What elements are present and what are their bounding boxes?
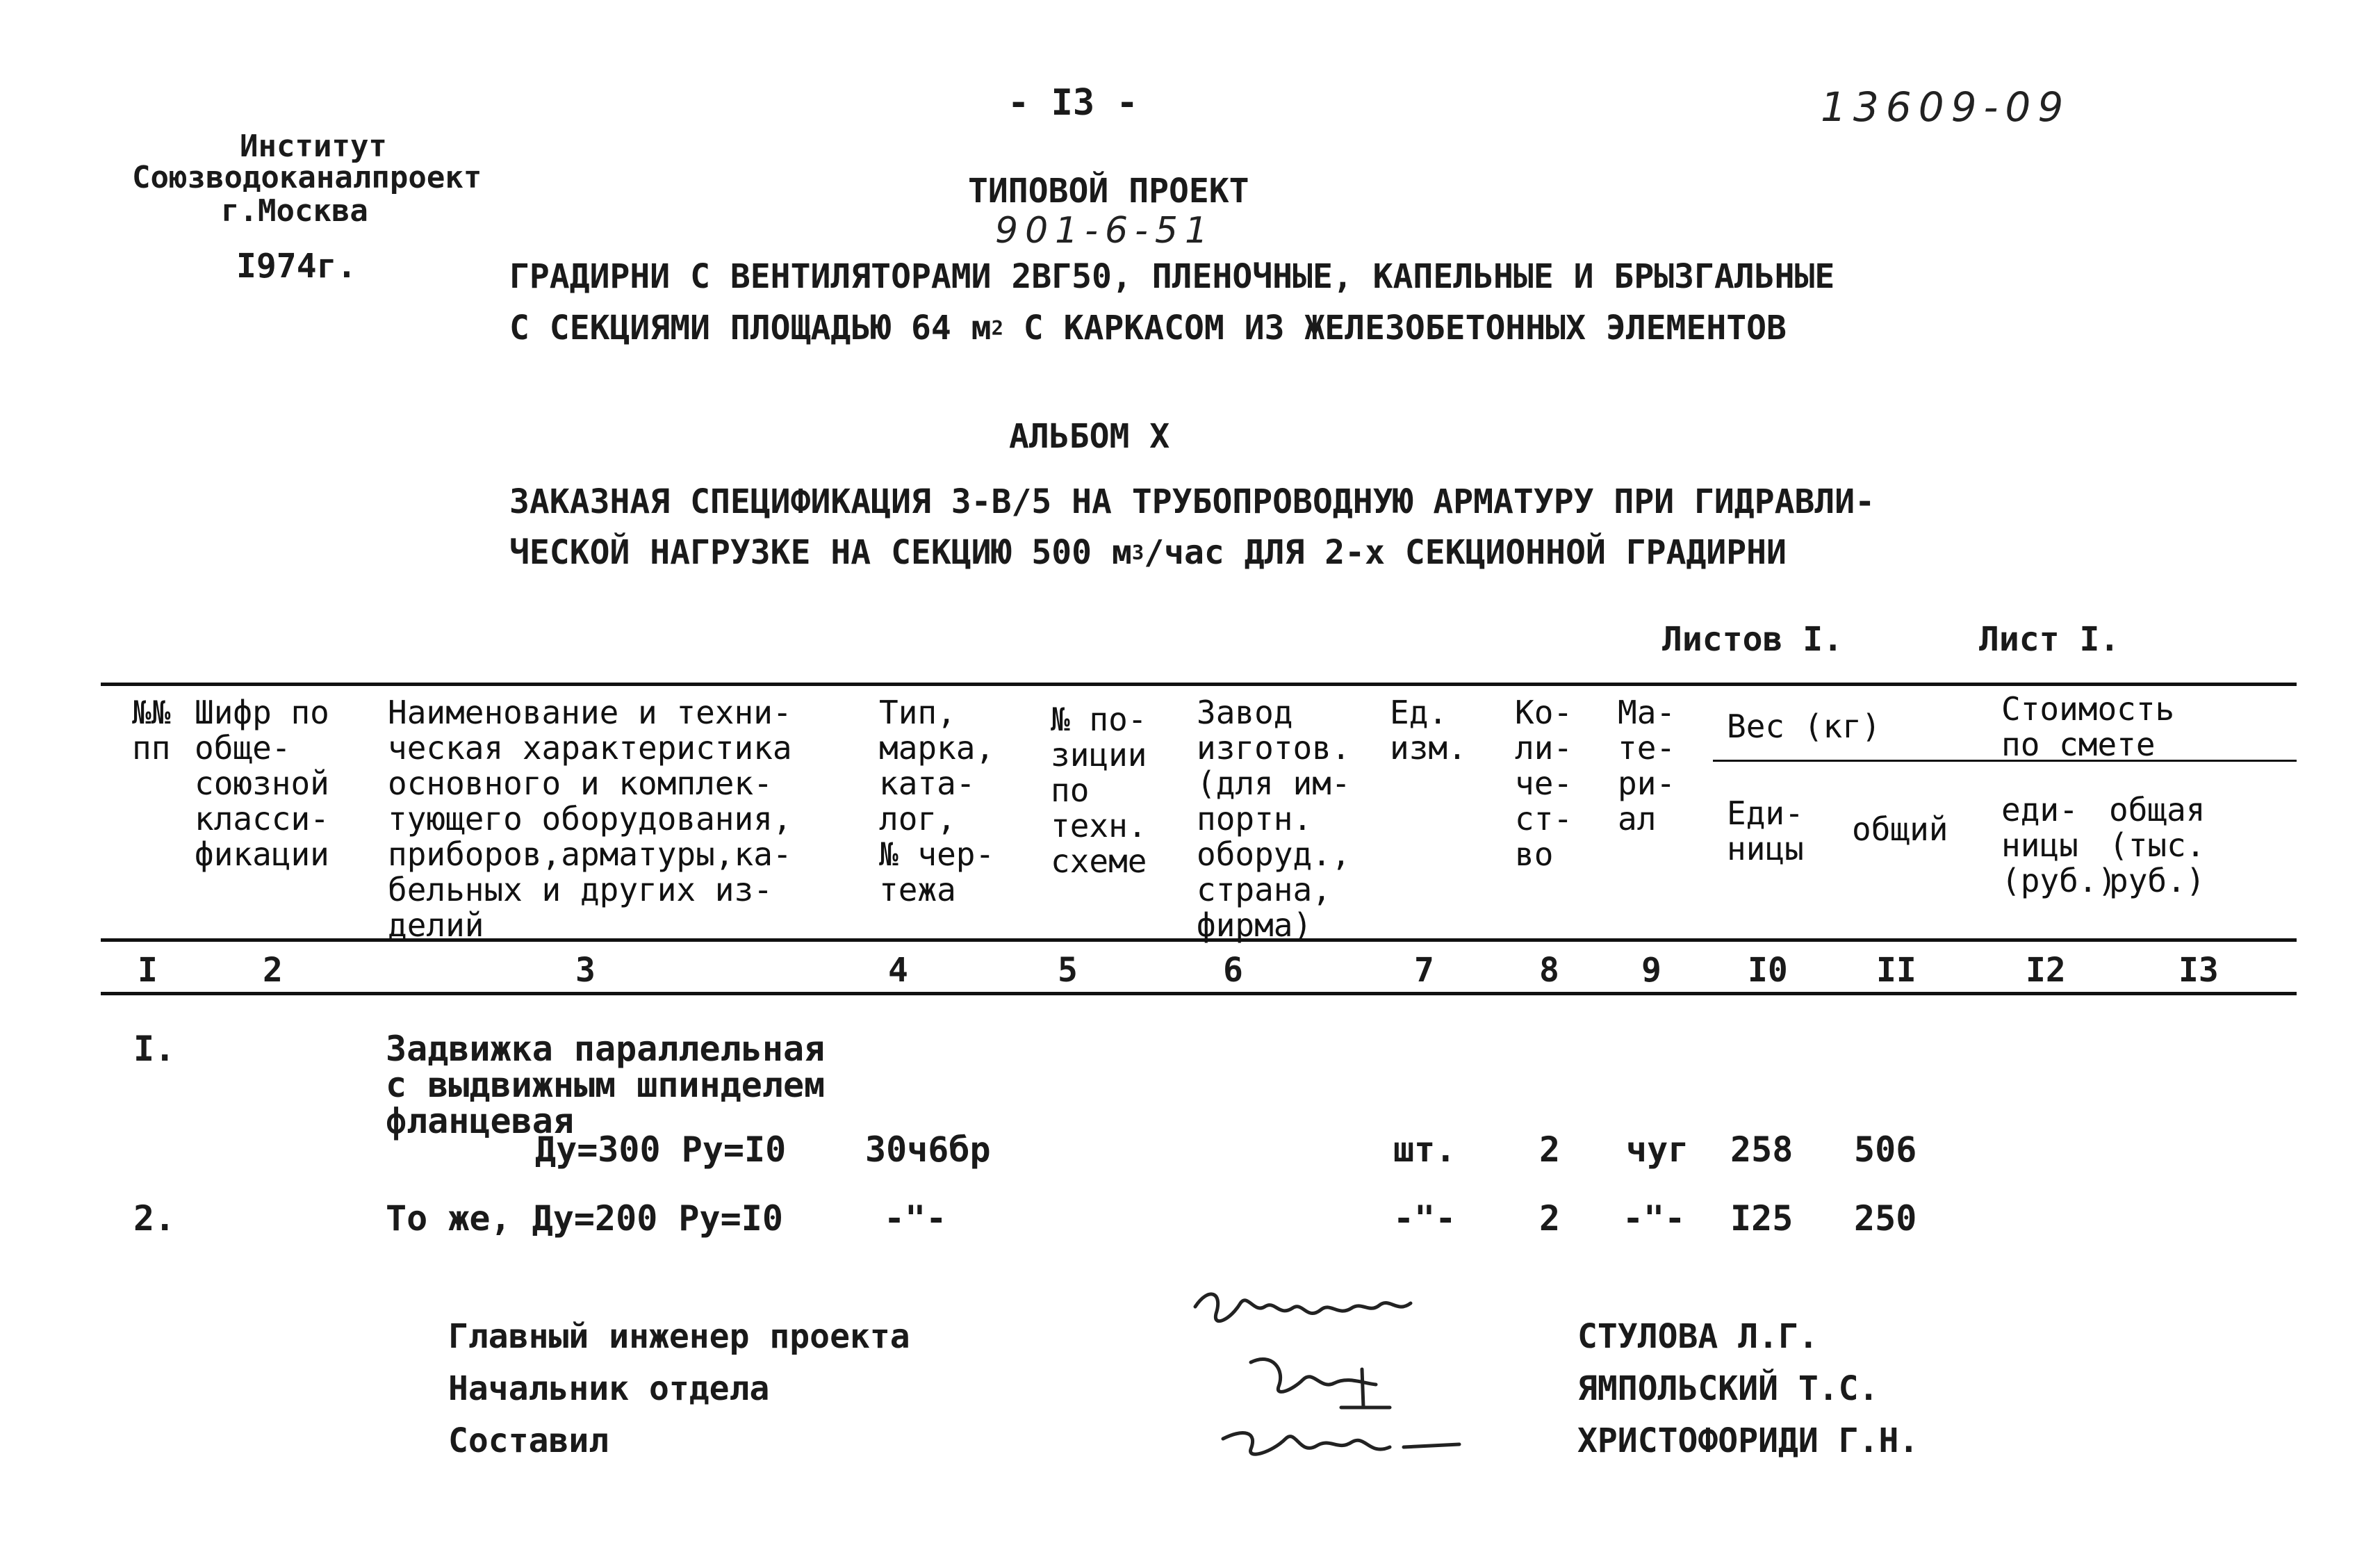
col-number: I0 [1748, 951, 1788, 990]
col-number: 4 [888, 951, 908, 990]
col-number: 7 [1414, 951, 1434, 990]
row-number: 2. [133, 1198, 176, 1239]
col-header-weight: Вес (кг) [1727, 708, 1881, 745]
institute-city: г.Москва [221, 193, 368, 229]
role-compiler: Составил [448, 1421, 609, 1460]
signature-department-head [1251, 1359, 1390, 1407]
sheet-number: Лист I. [1979, 620, 2120, 659]
document-number: 13609-09 [1821, 83, 2071, 131]
col-header-code: Шифр по обще- союзной класси- фикации [195, 694, 329, 873]
col-number: 9 [1641, 951, 1661, 990]
role-department-head: Начальник отдела [448, 1369, 770, 1408]
name-department-head: ЯМПОЛЬСКИЙ Т.С. [1577, 1369, 1879, 1408]
col-header-name: Наименование и техни- ческая характеристика основного и комплек- тующего оборудования, приборов,арматуры,ка- бельных и других из- делий [388, 694, 792, 944]
row-unit-weight: 258 [1730, 1129, 1794, 1170]
col-number: 3 [575, 951, 596, 990]
signature-compiler [1223, 1433, 1459, 1455]
col-number: 6 [1223, 951, 1243, 990]
name-compiler: ХРИСТОФОРИДИ Г.Н. [1577, 1421, 1919, 1460]
handwritten-signatures [1181, 1265, 1473, 1474]
col-number: I3 [2178, 951, 2219, 990]
col-header-unit: Ед. изм. [1390, 694, 1467, 767]
spec-line-2-start: ЧЕСКОЙ НАГРУЗКЕ НА СЕКЦИЮ 500 м [509, 533, 1132, 572]
row-type: -"- [884, 1198, 947, 1239]
col-header-material: Ма- те- ри- ал [1618, 694, 1676, 838]
name-chief-engineer: СТУЛОВА Л.Г. [1577, 1317, 1819, 1356]
album-title: АЛЬБОМ X [1009, 417, 1170, 456]
page-number: - I3 - [1008, 82, 1138, 124]
title-superscript: 2 [991, 316, 1003, 340]
row-spec: Ду=300 Ру=I0 [535, 1129, 787, 1170]
table-top-rule [101, 683, 2297, 686]
row-material: чуг [1626, 1129, 1689, 1170]
row-unit: -"- [1393, 1198, 1456, 1239]
col-header-type: Тип, марка, ката- лог, № чер- тежа [879, 694, 995, 908]
project-label: ТИПОВОЙ ПРОЕКТ [968, 172, 1249, 211]
signature-chief-engineer [1195, 1294, 1411, 1321]
col-header-manufacturer: Завод изготов. (для им- портн. оборуд., страна, фирма) [1197, 694, 1351, 944]
row-quantity: 2 [1539, 1198, 1561, 1239]
col-header-cost-unit: еди- ницы (руб.) [2001, 791, 2117, 899]
spec-line-2-end: /час ДЛЯ 2-х СЕКЦИОННОЙ ГРАДИРНИ [1144, 533, 1787, 572]
spec-title-line-2 [509, 532, 1787, 578]
col-header-weight-total: общий [1852, 810, 1948, 848]
col-header-no: №№ пп [132, 694, 171, 767]
col-header-cost-total: общая (тыс. руб.) [2109, 791, 2206, 899]
col-number: I2 [2026, 951, 2066, 990]
row-type: 30ч6бр [865, 1129, 991, 1170]
title-line-2-start: С СЕКЦИЯМИ ПЛОЩАДЬЮ 64 м [509, 309, 992, 348]
row-name: То же, Ду=200 Ру=I0 [386, 1198, 783, 1239]
col-number: I [138, 951, 158, 990]
year: I974г. [236, 247, 357, 286]
row-unit-weight: I25 [1730, 1198, 1794, 1239]
row-total-weight: 506 [1854, 1129, 1917, 1170]
col-header-cost: Стоимость по смете [2001, 690, 2175, 763]
col-number: 5 [1058, 951, 1078, 990]
row-material: -"- [1623, 1198, 1686, 1239]
col-header-quantity: Ко- ли- че- ст- во [1515, 694, 1573, 873]
row-total-weight: 250 [1854, 1198, 1917, 1239]
institute-line-2: Союзводоканалпроект [132, 160, 482, 195]
row-unit: шт. [1393, 1129, 1456, 1170]
col-header-weight-unit: Еди- ницы [1727, 794, 1804, 867]
title-line-2 [509, 307, 1787, 353]
project-number: 901-6-51 [995, 210, 1215, 252]
row-name: Задвижка параллельная с выдвижным шпинделем фланцевая [386, 1029, 826, 1141]
spec-title-line-1: ЗАКАЗНАЯ СПЕЦИФИКАЦИЯ З-В/5 НА ТРУБОПРОВОДНУЮ АРМАТУРУ ПРИ ГИДРАВЛИ- [509, 482, 1876, 521]
col-header-position: № по- зиции по техн. схеме [1051, 701, 1147, 880]
role-chief-engineer: Главный инженер проекта [448, 1317, 910, 1356]
title-line-2-end: С КАРКАСОМ ИЗ ЖЕЛЕЗОБЕТОННЫХ ЭЛЕМЕНТОВ [1003, 309, 1787, 348]
column-numbers-rule [101, 992, 2297, 995]
title-line-1: ГРАДИРНИ С ВЕНТИЛЯТОРАМИ 2ВГ50, ПЛЕНОЧНЫЕ, КАПЕЛЬНЫЕ И БРЫЗГАЛЬНЫЕ [509, 257, 1835, 296]
row-quantity: 2 [1539, 1129, 1561, 1170]
sheets-total: Листов I. [1662, 620, 1844, 659]
row-number: I. [133, 1029, 176, 1069]
col-number: 2 [263, 951, 283, 990]
spec-superscript: 3 [1131, 541, 1144, 564]
institute-line-1: Институт [240, 129, 387, 164]
col-number: 8 [1539, 951, 1559, 990]
col-number: II [1876, 951, 1917, 990]
